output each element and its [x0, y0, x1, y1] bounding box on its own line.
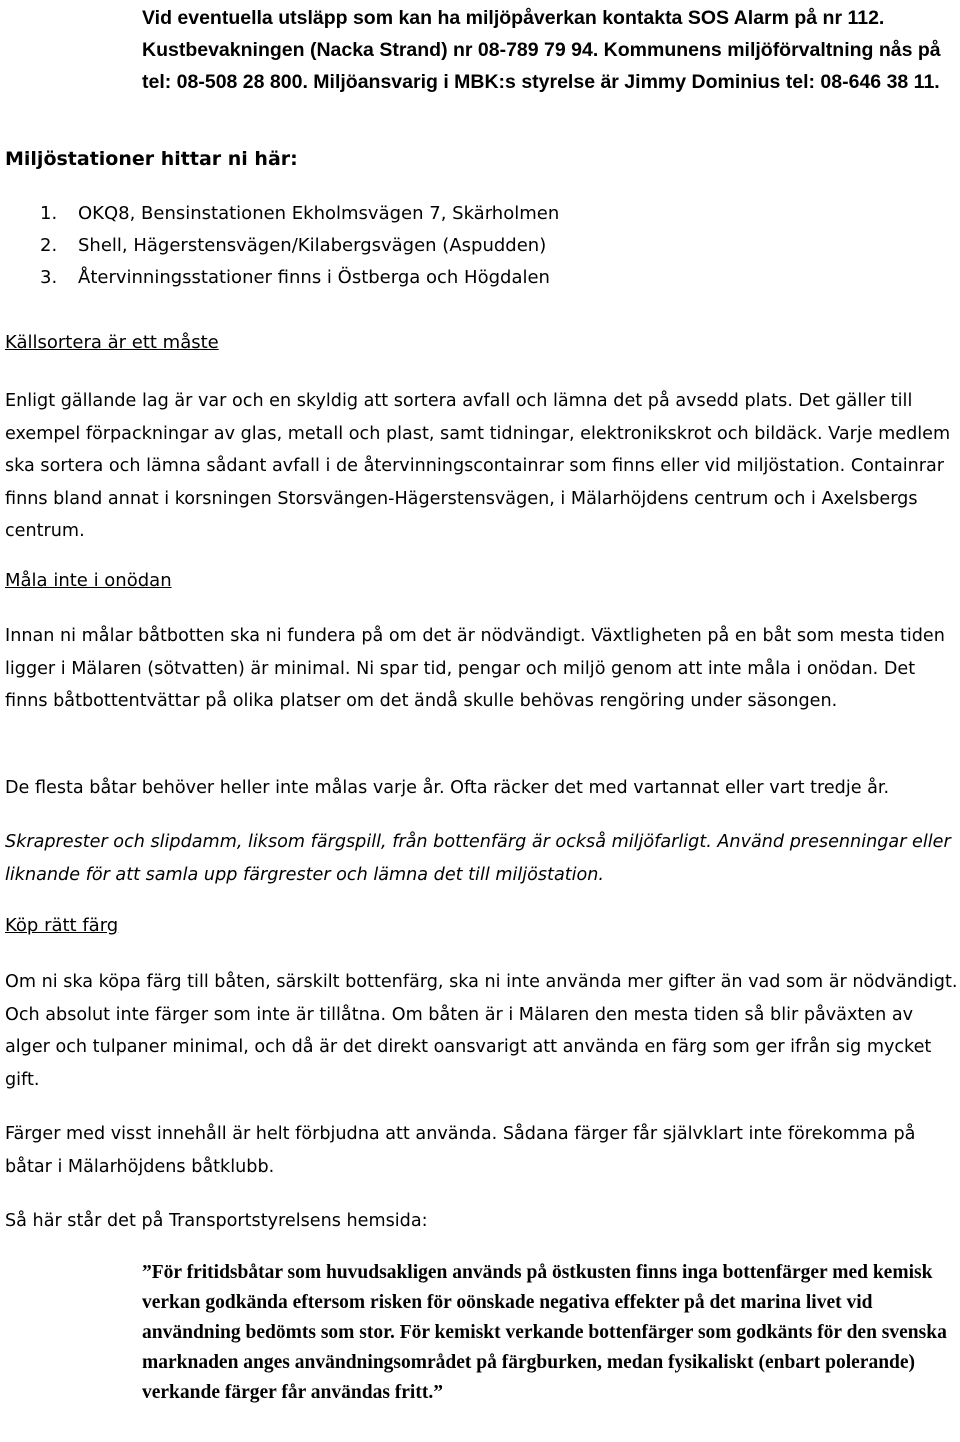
emergency-contacts-text: Vid eventuella utsläpp som kan ha miljöpåverkan kontakta SOS Alarm på nr 112. Kustbevakningen (Nacka Strand) nr 08-789 79 94. Kommunens miljöförvaltning nås på tel: 08-508 28 800. Miljöansvarig i MBK:s styrelse är Jimmy Dominius tel: 08-646 38 11.: [142, 7, 941, 93]
list-item: 2. Shell, Hägerstensvägen/Kilabergsvägen (Aspudden): [40, 235, 547, 256]
sort-paragraph: Enligt gällande lag är var och en skyldig att sortera avfall och lämna det på avsedd plats. Det gäller till exempel förpackningar av glas, metall och plast, samt tidningar, elektronikskrot och bildäck. Varje medlem ska sortera och lämna sådant avfall i de återvinningscontainrar som finns eller vid miljöstation. Containrar finns bland annat i korsningen Storsvängen-Hägerstensvägen, i Mälarhöjdens centrum och i Axelsbergs centrum.: [5, 391, 951, 541]
paint-paragraph: Innan ni målar båtbotten ska ni fundera på om det är nödvändigt. Växtligheten på en båt som mesta tiden ligger i Mälaren (sötvatten) är minimal. Ni spar tid, pengar och miljö genom att inte måla i onödan. Det finns båtbottentvättar på olika platser om det ändå skulle behövas rengöring under säsongen.: [5, 626, 945, 711]
stations-list: [40, 198, 559, 294]
list-item: 3. Återvinningsstationer finns i Östberga och Högdalen: [40, 267, 550, 288]
paint-italic-paragraph: Skraprester och slipdamm, liksom färgspill, från bottenfärg är också miljöfarligt. Använd presenningar eller liknande för att samla upp färgrester och lämna det till miljöstation.: [5, 832, 951, 885]
buy-paragraph-2: Färger med visst innehåll är helt förbjudna att använda. Sådana färger får självklart inte förekomma på båtar i Mälarhöjdens båtklubb.: [5, 1124, 916, 1177]
stations-heading: Miljöstationer hittar ni här:: [5, 148, 298, 170]
paint-paragraph-2: De flesta båtar behöver heller inte målas varje år. Ofta räcker det med vartannat eller vart tredje år.: [5, 778, 890, 798]
sort-heading: Källsortera är ett måste: [5, 332, 219, 353]
paint-heading: Måla inte i onödan: [5, 570, 172, 591]
buy-paragraph: Om ni ska köpa färg till båten, särskilt bottenfärg, ska ni inte använda mer gifter än vad som är nödvändigt. Och absolut inte färger som inte är tillåtna. Om båten är i Mälaren den mesta tiden så blir påväxten av alger och tulpaner minimal, och då är det direkt oansvarigt att använda en färg som ger ifrån sig mycket gift.: [5, 972, 958, 1090]
list-item: 1. OKQ8, Bensinstationen Ekholmsvägen 7, Skärholmen: [40, 203, 560, 224]
transport-intro: Så här står det på Transportstyrelsens hemsida:: [5, 1211, 428, 1231]
buy-heading: Köp rätt färg: [5, 915, 119, 936]
transport-quote: ”För fritidsbåtar som huvudsakligen används på östkusten finns inga bottenfärger med kemisk verkan godkända eftersom risken för oönskade negativa effekter på det marina livet vid användning bedömts som stor. För kemiskt verkande bottenfärger som godkänts för den svenska marknaden anges användningsområdet på färgburken, medan fysikaliskt (enbart polerande) verkande färger får användas fritt.”: [142, 1262, 947, 1403]
